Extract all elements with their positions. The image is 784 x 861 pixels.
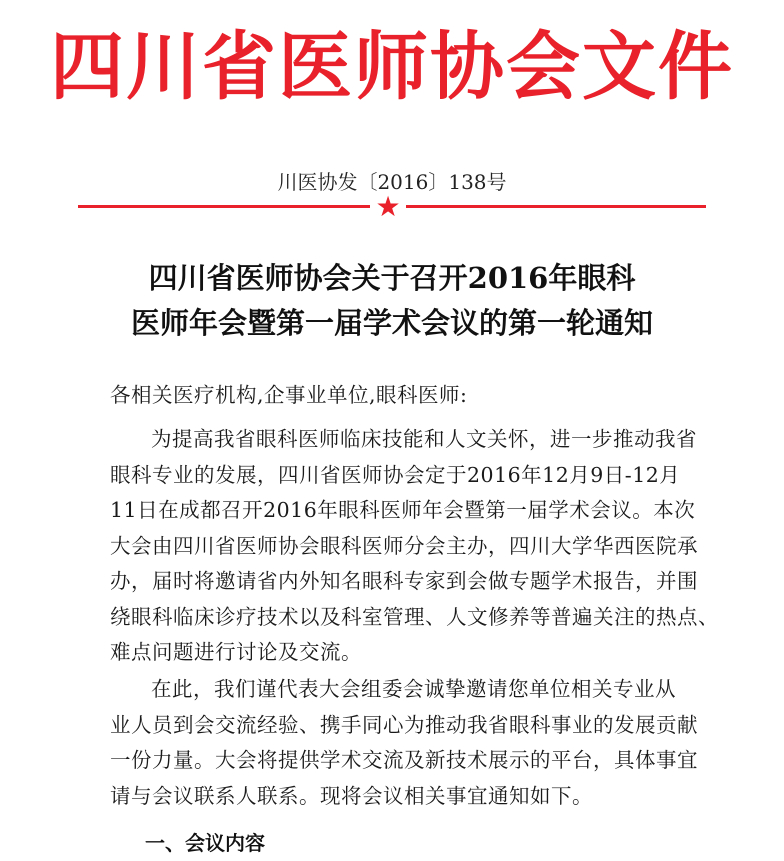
paragraph-2-line: 一份力量。大会将提供学术交流及新技术展示的平台，具体事宜: [110, 748, 698, 772]
paragraph-2-line: 业人员到会交流经验、携手同心为推动我省眼科事业的发展贡献: [110, 712, 698, 737]
paragraph-1-line: 办，届时将邀请省内外知名眼科专家到会做专题学术报告，并围: [110, 569, 698, 593]
paragraph-1-line: 难点问题进行讨论及交流。: [110, 640, 362, 664]
paragraph-2: [110, 672, 710, 814]
section-1-heading: 一、会议内容: [145, 831, 265, 855]
salutation: 各相关医疗机构,企事业单位,眼科医师:: [110, 383, 468, 407]
paragraph-2-line: 请与会议联系人联系。现将会议相关事宜通知如下。: [110, 783, 593, 808]
org-masthead-title: 四川省医师协会文件: [50, 24, 734, 110]
notice-title-line-2: 医师年会暨第一届学术会议的第一轮通知: [130, 306, 653, 340]
paragraph-1-line: 绕眼科临床诊疗技术以及科室管理、人文修养等普遍关注的热点、: [110, 604, 719, 629]
paragraph-1: [110, 422, 719, 671]
paragraph-1-line: 大会由四川省医师协会眼科医师分会主办，四川大学华西医院承: [110, 533, 698, 558]
document-number: 川医协发〔2016〕138号: [277, 170, 507, 194]
paragraph-1-line: 11日在成都召开2016年眼科医师年会暨第一届学术会议。本次: [110, 498, 696, 522]
paragraph-1-line: 眼科专业的发展，四川省医师协会定于2016年12月9日-12月: [110, 462, 681, 487]
notice-title-line-1: 四川省医师协会关于召开2016年眼科: [148, 261, 636, 295]
red-star-icon: ★: [375, 190, 401, 223]
red-divider-left: [78, 205, 370, 208]
paragraph-2-line: 在此，我们谨代表大会组委会诚挚邀请您单位相关专业从: [151, 677, 676, 701]
paragraph-1-line: 为提高我省眼科医师临床技能和人文关怀，进一步推动我省: [151, 427, 697, 451]
red-divider-right: [406, 205, 706, 208]
